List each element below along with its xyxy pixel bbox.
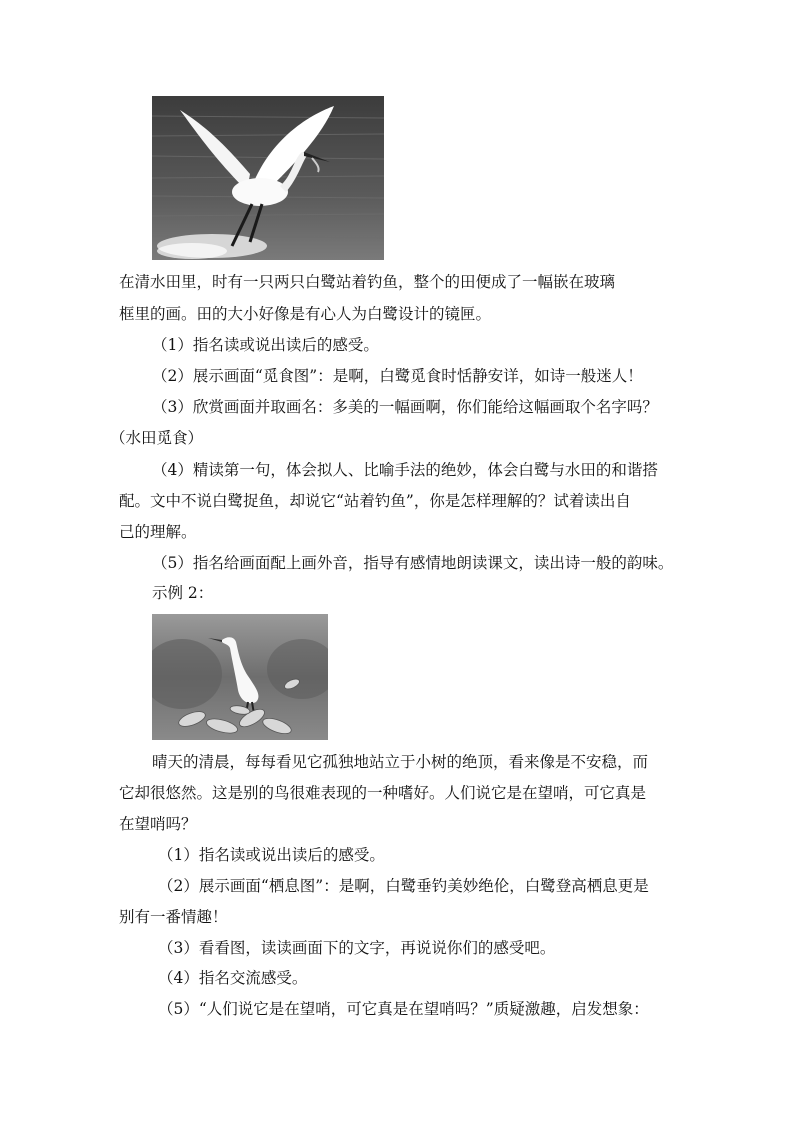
step-1-4-line-3: 己的理解。 bbox=[119, 523, 197, 541]
step-2-1: （1）指名读或说出读后的感受。 bbox=[158, 846, 385, 864]
step-1-3-answer: （水田觅食） bbox=[110, 429, 204, 447]
example-2-heading: 示例 2： bbox=[152, 584, 214, 602]
paragraph-2-line-1: 晴天的清晨，每每看见它孤独地站立于小树的绝顶，看来像是不安稳，而 bbox=[152, 753, 649, 771]
paragraph-1-line-2: 框里的画。田的大小好像是有心人为白鹭设计的镜匣。 bbox=[119, 305, 492, 323]
step-1-2: （2）展示画面“觅食图”：是啊，白鹭觅食时恬静安详，如诗一般迷人！ bbox=[152, 367, 643, 385]
perched-egret-image bbox=[152, 614, 328, 740]
flying-egret-image bbox=[152, 96, 384, 260]
perched-egret-photo bbox=[152, 614, 328, 740]
step-2-4: （4）指名交流感受。 bbox=[158, 969, 308, 987]
flying-egret-photo bbox=[152, 96, 384, 260]
paragraph-2-line-2: 它却很悠然。这是别的鸟很难表现的一种嗜好。人们说它是在望哨，可它真是 bbox=[119, 784, 647, 802]
paragraph-1-line-1: 在清水田里，时有一只两只白鹭站着钓鱼，整个的田便成了一幅嵌在玻璃 bbox=[119, 273, 616, 291]
step-1-3: （3）欣赏画面并取画名：多美的一幅画啊，你们能给这幅画取个名字吗？ bbox=[152, 398, 658, 416]
step-1-4-line-2: 配。文中不说白鹭捉鱼，却说它“站着钓鱼”，你是怎样理解的？试着读出自 bbox=[119, 492, 631, 510]
step-1-1: （1）指名读或说出读后的感受。 bbox=[152, 336, 379, 354]
step-2-2-line-1: （2）展示画面“栖息图”：是啊，白鹭垂钓美妙绝伦，白鹭登高栖息更是 bbox=[158, 877, 649, 895]
step-2-5: （5）“人们说它是在望哨，可它真是在望哨吗？”质疑激趣，启发想象： bbox=[158, 1000, 649, 1018]
step-2-2-line-2: 别有一番情趣！ bbox=[119, 908, 228, 926]
step-1-5: （5）指名给画面配上画外音，指导有感情地朗读课文，读出诗一般的韵味。 bbox=[152, 554, 674, 572]
step-2-3: （3）看看图，读读画面下的文字，再说说你们的感受吧。 bbox=[158, 939, 556, 957]
step-1-4-line-1: （4）精读第一句，体会拟人、比喻手法的绝妙，体会白鹭与水田的和谐搭 bbox=[152, 461, 658, 479]
paragraph-2-line-3: 在望哨吗？ bbox=[119, 815, 197, 833]
